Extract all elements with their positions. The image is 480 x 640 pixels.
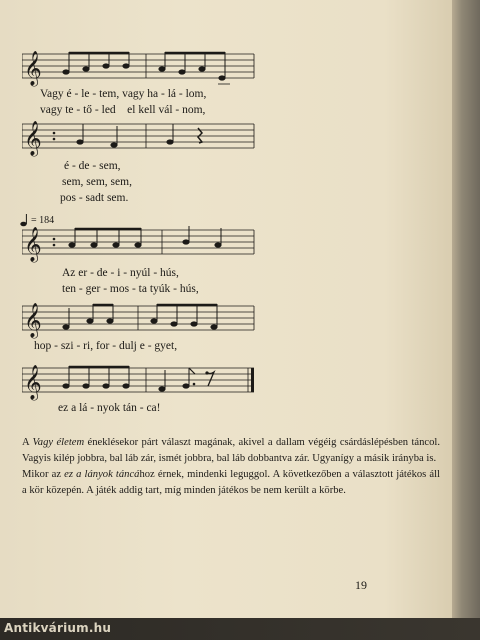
lyric-line-6: Az er - de - i - nyúl - hús, — [62, 267, 179, 279]
staff-4 — [22, 300, 262, 340]
song-title-2: ez a lányok táncá — [64, 469, 140, 480]
lyric-line-4: sem, sem, sem, — [62, 176, 132, 188]
lyric-line-7: ten - ger - mos - ta tyúk - hús, — [62, 283, 199, 295]
song-title-1: Vagy életem — [32, 437, 85, 448]
tempo-value: = 184 — [31, 214, 55, 226]
page-number: 19 — [355, 578, 367, 592]
instructions-text — [22, 435, 440, 499]
lyric-line-9: ez a lá - nyok tán - ca! — [58, 402, 161, 414]
paragraph-1: A Vagy életem éneklésekor párt választ magának, akivel a dallam végéig csárdáslépésben táncol. Vagyis kilép jobbra, bal láb zár, ismét jobbra, bal láb dobbantva zár. Ugyanígy a másik irányba is. — [22, 437, 441, 464]
staff-2 — [22, 118, 262, 158]
lyric-line-5: pos - sadt sem. — [60, 192, 129, 204]
lyric-line-2: vagy te - tő - led el kell vál - nom, — [40, 104, 206, 116]
staff-5 — [22, 362, 262, 402]
svg-text:𝄞: 𝄞 — [24, 121, 42, 156]
lyric-line-1: Vagy é - le - tem, vagy ha - lá - lom, — [40, 88, 207, 100]
staff-3 — [22, 224, 262, 264]
svg-text:𝄞: 𝄞 — [24, 227, 42, 262]
svg-text:𝄞: 𝄞 — [24, 51, 42, 86]
staff-1 — [22, 48, 262, 88]
watermark-bar — [0, 618, 480, 640]
watermark-text: Antikvárium.hu — [4, 621, 112, 635]
lyric-line-3: é - de - sem, — [64, 160, 121, 172]
paragraph-2: Mikor az ez a lányok táncához érnek, mindenki leguggol. A következőben a választott játékos áll a kör közepén. A játék addig tart, míg minden játékos be nem került a körbe. — [22, 469, 441, 496]
svg-text:𝄞: 𝄞 — [24, 365, 42, 400]
book-binding-edge — [452, 0, 480, 640]
lyric-line-8: hop - szi - ri, for - dulj e - gyet, — [34, 340, 178, 352]
svg-text:𝄞: 𝄞 — [24, 303, 42, 338]
